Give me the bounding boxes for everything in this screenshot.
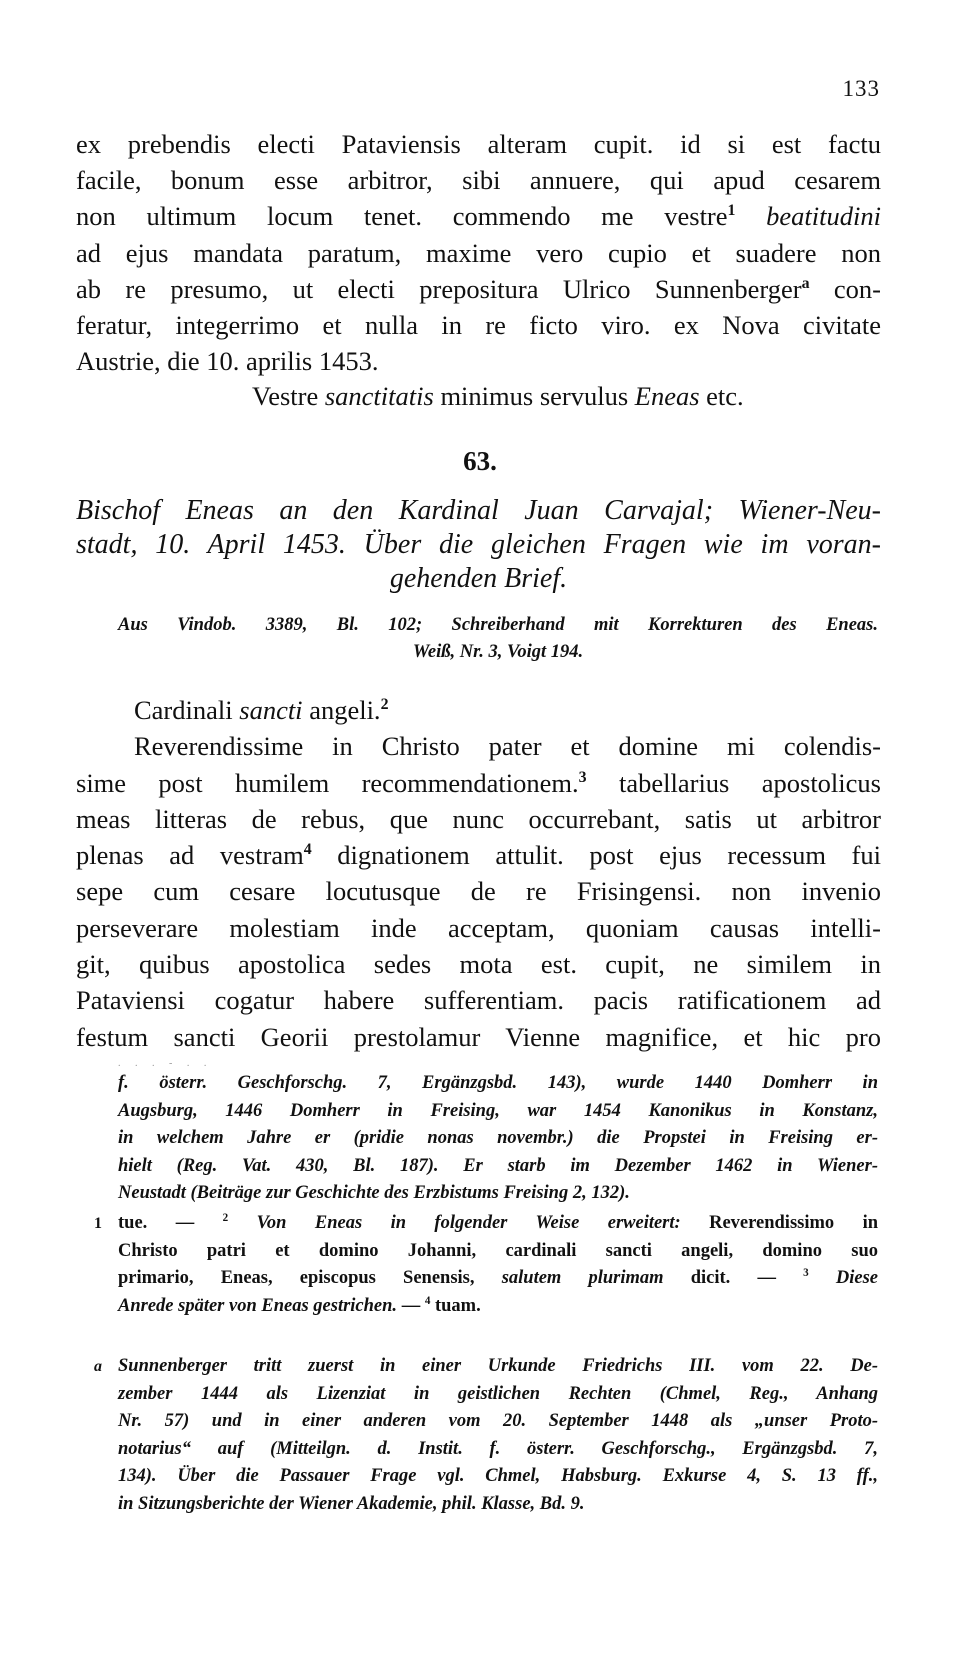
footnote-marker: 4 bbox=[303, 841, 312, 859]
text-fragment: tabellarius apostolicus bbox=[586, 767, 881, 798]
footnote-line: Christo patri et domino Johanni, cardinali sancti angeli, domino suo bbox=[118, 1240, 878, 1261]
footnote-line: notarius“ auf (Mitteilgn. d. Instit. f. österr. Geschforschg., Ergänzgsbd. 7, bbox=[118, 1438, 878, 1459]
italic-word: Eneas bbox=[634, 381, 700, 411]
signature-line bbox=[252, 381, 744, 412]
footnote-marker: 4 bbox=[424, 1294, 431, 1307]
footnote-mark: 1 bbox=[94, 1215, 102, 1232]
footnote-marker: 2 bbox=[380, 696, 389, 714]
footnote-line: in Sitzungsberichte der Wiener Akademie, phil. Klasse, Bd. 9. bbox=[118, 1493, 585, 1514]
text-fragment: dicit. — bbox=[663, 1268, 804, 1289]
text-fragment: dignationem attulit. post ejus recessum fui bbox=[311, 840, 881, 871]
italic-phrase: salutem plurimam bbox=[501, 1268, 664, 1289]
source-line: Aus Vindob. 3389, Bl. 102; Schreiberhand mit Korrekturen des Eneas. bbox=[118, 615, 878, 635]
text-line: Austrie, die 10. aprilis 1453. bbox=[76, 346, 379, 377]
letter-heading bbox=[76, 494, 881, 596]
italic-phrase: Von Eneas in folgender Weise erweitert: bbox=[228, 1213, 681, 1233]
footnote-line: zember 1444 als Lizenziat in geistlichen Rechten (Chmel, Reg., Anhang bbox=[118, 1383, 878, 1404]
footnote-separator: . . . - . . bbox=[118, 1058, 213, 1069]
text-line: festum sancti Georii prestolamur Vienne magnifice, et hic pro bbox=[76, 1021, 881, 1052]
text-fragment: Reverendissimo in bbox=[680, 1213, 878, 1233]
italic-phrase: Anrede später von Eneas gestrichen. bbox=[118, 1295, 398, 1316]
footnote-line bbox=[118, 1210, 878, 1238]
footnote-line: in welchem Jahre er (pridie nonas novembr.) die Propstei in Freising er- bbox=[118, 1128, 878, 1149]
text-line: ex prebendis electi Pataviensis alteram cupit. id si est factu bbox=[76, 129, 881, 159]
text-line: facile, bonum esse arbitror, sibi annuere, qui apud cesarem bbox=[76, 165, 881, 196]
text-line: Reverendissime in Christo pater et domine mi colendis- bbox=[134, 731, 881, 762]
text-fragment: Vestre bbox=[252, 381, 325, 411]
footnote-marker: a bbox=[801, 274, 810, 292]
letter-body bbox=[76, 692, 881, 1055]
footnote-line: Augsburg, 1446 Domherr in Freising, war 1454 Kanonikus in Konstanz, bbox=[118, 1100, 878, 1121]
text-line: feratur, integerrimo et nulla in re ficto viro. ex Nova civitate bbox=[76, 310, 881, 341]
page-number: 133 bbox=[842, 76, 880, 101]
footnote-numbered bbox=[94, 1210, 879, 1320]
text-fragment: primario, Eneas, episcopus Senensis, bbox=[118, 1268, 502, 1289]
text-line: perseverare molestiam inde acceptam, quoniam causas intelli- bbox=[76, 912, 881, 943]
source-note bbox=[118, 612, 878, 666]
text-line bbox=[76, 837, 881, 873]
text-fragment: angeli. bbox=[302, 695, 381, 725]
text-line: git, quibus apostolica sedes mota est. cupit, ne similem in bbox=[76, 949, 881, 980]
footnote-line bbox=[118, 1293, 878, 1321]
text-fragment: ab re presumo, ut electi prepositura Ulrico Sunnenberger bbox=[76, 273, 802, 304]
source-line: Weiß, Nr. 3, Voigt 194. bbox=[412, 642, 584, 662]
text-fragment: Cardinali bbox=[134, 695, 240, 725]
footnote-line: Sunnenberger tritt zuerst in einer Urkunde Friedrichs III. vom 22. De- bbox=[118, 1356, 878, 1376]
italic-word: sancti bbox=[239, 695, 303, 725]
heading-line: Bischof Eneas an den Kardinal Juan Carvajal; Wiener-Neu- bbox=[76, 495, 881, 526]
footnote-line bbox=[118, 1265, 878, 1293]
italic-phrase: Diese bbox=[808, 1268, 879, 1289]
continuation-text bbox=[76, 126, 881, 379]
heading-line: stadt, 10. April 1453. Über die gleichen Fragen wie im voran- bbox=[76, 529, 881, 560]
text-fragment: — bbox=[397, 1295, 425, 1316]
text-fragment: etc. bbox=[699, 381, 744, 411]
footnote-marker: 3 bbox=[803, 1267, 809, 1280]
text-fragment: minimus servulus bbox=[433, 381, 635, 411]
footnote-line: 134). Über die Passauer Frage vgl. Chmel, Habsburg. Exkurse 4, S. 13 ff., bbox=[118, 1466, 878, 1487]
text-fragment: non ultimum locum tenet. commendo me vestre bbox=[76, 201, 728, 232]
text-line: ad ejus mandata paratum, maxime vero cupio et suadere non bbox=[76, 237, 881, 268]
italic-word: beatitudini bbox=[766, 201, 881, 232]
text-fragment: con- bbox=[833, 273, 881, 304]
text-line bbox=[76, 271, 881, 307]
footnote-line: Neustadt (Beiträge zur Geschichte des Erzbistums Freising 2, 132). bbox=[118, 1183, 630, 1204]
footnote-continued bbox=[118, 1070, 878, 1208]
salutation bbox=[76, 692, 881, 728]
footnote-line: hielt (Reg. Vat. 430, Bl. 187). Er starb im Dezember 1462 in Wiener- bbox=[118, 1155, 878, 1176]
footnote-lettered bbox=[94, 1353, 878, 1519]
heading-line: gehenden Brief. bbox=[389, 563, 568, 594]
footnote-line: f. österr. Geschforschg. 7, Ergänzgsbd. 143), wurde 1440 Domherr in bbox=[118, 1073, 878, 1093]
text-line: sepe cum cesare locutusque de re Frisingensi. non invenio bbox=[76, 876, 881, 907]
footnote-marker: 1 bbox=[727, 202, 736, 220]
letter-number: 63. bbox=[463, 446, 497, 476]
text-fragment: plenas ad vestram bbox=[76, 840, 304, 871]
footnote-line: Nr. 57) und in einer anderen vom 20. September 1448 als „unser Proto- bbox=[118, 1411, 878, 1432]
text-line bbox=[76, 198, 881, 234]
text-line: Pataviensi cogatur habere sufferentiam. pacis ratificationem ad bbox=[76, 985, 881, 1016]
footnote-marker: 2 bbox=[222, 1211, 229, 1224]
text-fragment: tue. — bbox=[118, 1213, 223, 1233]
text-line bbox=[76, 765, 881, 801]
text-line: meas litteras de rebus, que nunc occurrebant, satis ut arbitror bbox=[76, 803, 881, 834]
footnote-mark: a bbox=[94, 1358, 102, 1375]
footnote-marker: 3 bbox=[578, 768, 587, 786]
italic-word: sanctitatis bbox=[324, 381, 434, 411]
text-fragment: sime post humilem recommendationem. bbox=[76, 767, 579, 798]
text-fragment: tuam. bbox=[430, 1295, 481, 1316]
